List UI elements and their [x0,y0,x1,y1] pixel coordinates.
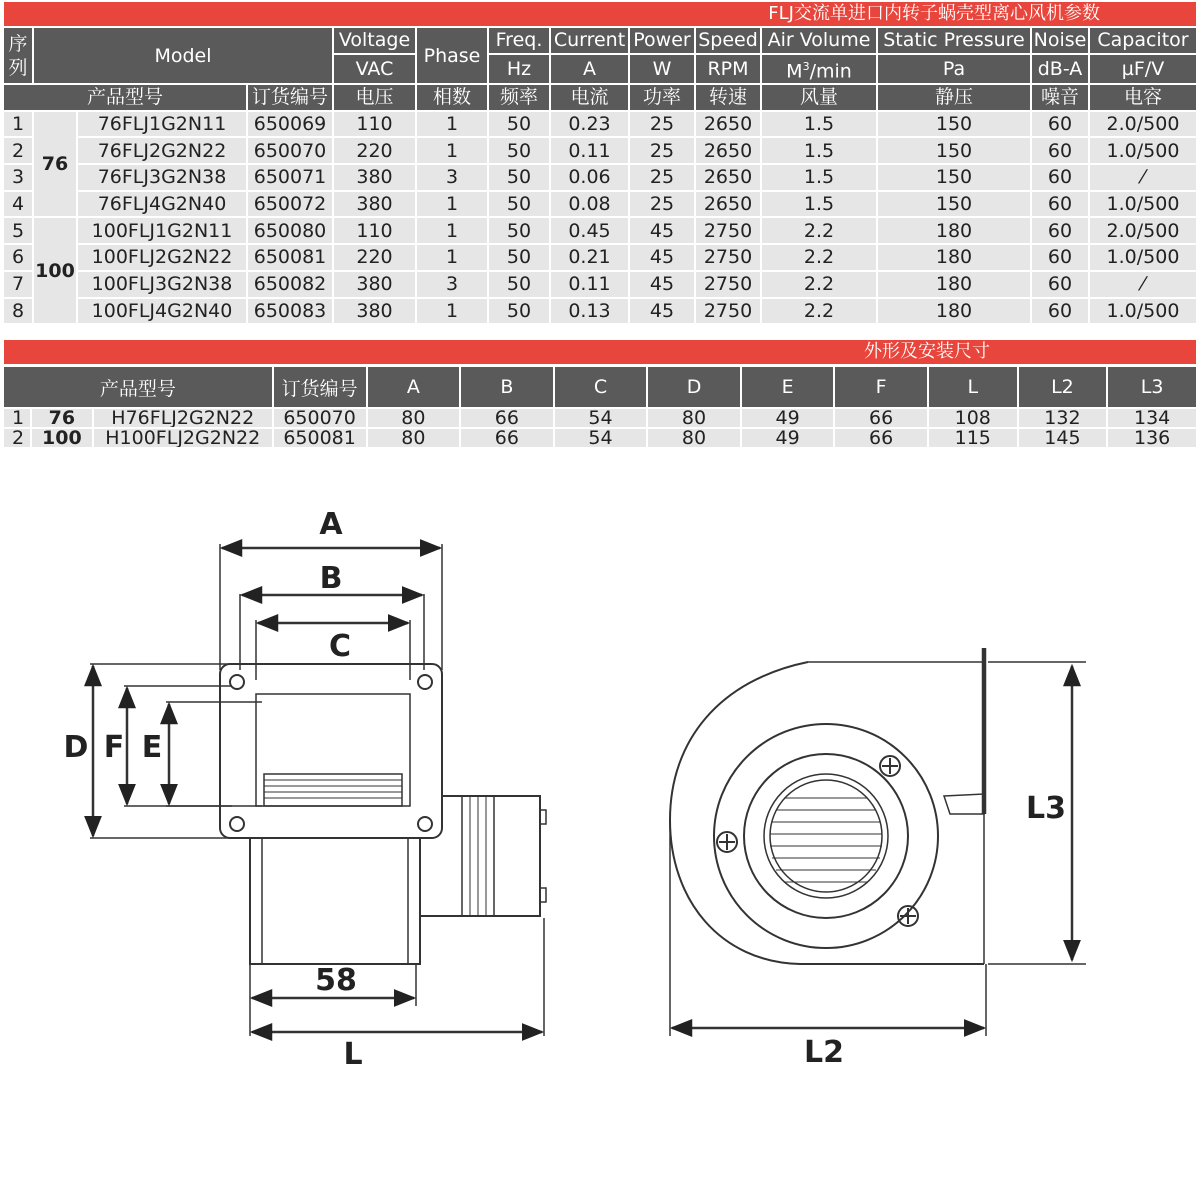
cell-noise: 60 [1032,299,1088,324]
cell-seq: 6 [4,245,32,270]
cell-f: 66 [835,409,927,427]
cell-size-group: 76 [34,112,76,217]
cell-seq: 2 [4,138,32,163]
cell-cap: 1.0/500 [1090,192,1196,217]
dims-header-c: C [555,367,647,407]
cell-air: 1.5 [762,112,876,137]
header-noise: Noise [1033,29,1087,52]
cell-phase: 3 [417,272,487,297]
unit-cap: µF/V [1090,55,1196,83]
table-row [4,138,1196,163]
cell-order: 650070 [274,409,366,427]
cell-seq: 1 [4,409,30,427]
table-row [4,245,1196,270]
table-row [4,299,1196,324]
cell-seq: 3 [4,165,32,190]
spec-banner [4,2,1196,26]
flange-outline [220,664,442,838]
cell-seq: 4 [4,192,32,217]
cell-freq: 50 [489,218,549,243]
table-row [4,429,1196,447]
mount-hole-icon [230,675,244,689]
cell-power: 45 [630,218,694,243]
cell-voltage: 110 [334,112,415,137]
table-row [4,192,1196,217]
cell-phase: 1 [417,138,487,163]
cell-speed: 2750 [696,218,760,243]
cell-seq: 5 [4,218,32,243]
unit-air: $M^3/\min$ [762,55,876,83]
cell-phase: 1 [417,192,487,217]
cell-current: 0.11 [551,272,628,297]
cell-seq: 1 [4,112,32,137]
cell-cap: 2.0/500 [1090,112,1196,137]
cell-b: 66 [461,409,553,427]
header-cap: Capacitor [1090,28,1196,53]
dims-banner [4,340,1196,364]
cell-cap: 1.0/500 [1090,245,1196,270]
cell-phase: 1 [417,245,487,270]
cell-freq: 50 [489,192,549,217]
inlet-ring-outer [714,724,938,948]
cell-current: 0.23 [551,112,628,137]
cell-freq: 50 [489,272,549,297]
cell-freq: 50 [489,138,549,163]
cell-e: 49 [742,429,834,447]
cell-voltage: 380 [334,165,415,190]
cell-noise: 60 [1032,245,1088,270]
cell-d: 80 [648,409,740,427]
technical-drawing [0,470,1200,1170]
label-b: B [319,561,343,596]
dims-header-order-no: 订货编号 [274,367,366,407]
cn-current: 电流 [551,85,628,110]
label-58: 58 [315,963,357,998]
cell-noise: 60 [1032,112,1088,137]
cell-current: 0.21 [551,245,628,270]
dims-header-d: D [648,367,740,407]
cell-model: H100FLJ2G2N22 [94,429,272,447]
header-seq: 序列 [4,28,32,83]
dims-header-e: E [742,367,834,407]
table-row [4,112,1196,137]
cell-current: 0.13 [551,299,628,324]
cell-voltage: 380 [334,299,415,324]
cell-seq: 2 [4,429,30,447]
cell-l2: 132 [1019,409,1107,427]
header-order-no: 订货编号 [248,85,332,110]
cell-cap: ⁄ [1090,165,1196,190]
mount-hole-icon [230,817,244,831]
label-l2: L2 [804,1035,844,1070]
cell-l3: 134 [1108,409,1196,427]
unit-power: W [630,55,694,83]
cell-model: 100FLJ4G2N40 [78,299,246,324]
cell-noise: 60 [1032,165,1088,190]
cell-power: 25 [630,138,694,163]
cell-air: 2.2 [762,218,876,243]
table-row [4,409,1196,427]
cell-cap: 1.0/500 [1090,138,1196,163]
cell-model: 76FLJ1G2N11 [78,112,246,137]
cell-cap: ⁄ [1090,272,1196,297]
dims-header-f: F [835,367,927,407]
cell-freq: 50 [489,299,549,324]
cell-model: 76FLJ4G2N40 [78,192,246,217]
cell-a: 80 [368,409,460,427]
cell-pressure: 180 [878,245,1030,270]
cell-current: 0.11 [551,138,628,163]
table-row [4,218,1196,243]
cell-pressure: 180 [878,218,1030,243]
header-current: Current [551,28,628,53]
cell-freq: 50 [489,165,549,190]
unit-noise: dB-A [1032,55,1088,83]
mount-hole-icon [418,675,432,689]
cn-pressure: 静压 [878,85,1030,110]
cell-l: 115 [929,429,1017,447]
cell-model: 100FLJ3G2N38 [78,272,246,297]
label-a: A [319,507,343,542]
cell-power: 25 [630,112,694,137]
cell-voltage: 380 [334,192,415,217]
label-l3: L3 [1026,791,1066,826]
cell-air: 2.2 [762,299,876,324]
cn-cap: 电容 [1090,85,1196,110]
cell-speed: 2650 [696,165,760,190]
cell-l3: 136 [1108,429,1196,447]
table-row [4,165,1196,190]
header-freq: Freq. [489,28,549,53]
header-air: Air Volume [762,28,876,53]
cell-order: 650081 [248,245,332,270]
cell-pressure: 150 [878,138,1030,163]
screw-icon [717,832,737,852]
spec-table [2,26,1198,325]
cell-freq: 50 [489,245,549,270]
cell-pressure: 180 [878,299,1030,324]
cell-model: H76FLJ2G2N22 [94,409,272,427]
cell-speed: 2650 [696,138,760,163]
cell-pressure: 150 [878,192,1030,217]
cn-speed: 转速 [696,85,760,110]
header-power: Power [630,28,694,53]
cn-phase: 相数 [417,85,487,110]
cell-model: 100FLJ2G2N22 [78,245,246,270]
cell-order: 650082 [248,272,332,297]
cell-speed: 2750 [696,245,760,270]
header-model: Model [34,28,332,83]
dims-header-a: A [368,367,460,407]
cell-order: 650083 [248,299,332,324]
spec-table-body [4,112,1196,324]
dims-header-l: L [929,367,1017,407]
cell-order: 650080 [248,218,332,243]
cell-seq: 8 [4,299,32,324]
cell-order: 650072 [248,192,332,217]
unit-pressure: Pa [878,55,1030,83]
cn-air: 风量 [762,85,876,110]
cell-order: 650070 [248,138,332,163]
cell-l: 108 [929,409,1017,427]
cell-air: 2.2 [762,272,876,297]
cell-order: 650081 [274,429,366,447]
unit-voltage: VAC [334,55,415,83]
label-f: F [103,730,125,765]
cell-power: 45 [630,299,694,324]
cell-phase: 3 [417,165,487,190]
dims-table-body [4,409,1196,447]
cell-model: 100FLJ1G2N11 [78,218,246,243]
cell-speed: 2750 [696,272,760,297]
cell-speed: 2650 [696,192,760,217]
cell-noise: 60 [1032,138,1088,163]
unit-freq: Hz [489,55,549,83]
cell-current: 0.06 [551,165,628,190]
cell-noise: 60 [1032,192,1088,217]
cell-phase: 1 [417,112,487,137]
cell-air: 2.2 [762,245,876,270]
cn-freq: 频率 [489,85,549,110]
cell-air: 1.5 [762,165,876,190]
cell-pressure: 180 [878,272,1030,297]
cell-power: 25 [630,192,694,217]
spec-banner-title: FLJ交流单进口内转子蜗壳型离心风机参数 [768,3,1100,24]
cell-d: 80 [648,429,740,447]
cell-voltage: 380 [334,272,415,297]
cell-order: 650069 [248,112,332,137]
cell-voltage: 110 [334,218,415,243]
cell-pressure: 150 [878,112,1030,137]
cn-power: 功率 [630,85,694,110]
header-voltage: Voltage [334,28,415,53]
cell-freq: 50 [489,112,549,137]
cell-size: 76 [32,409,92,427]
dims-table [2,365,1198,449]
cn-voltage: 电压 [334,85,415,110]
cell-l2: 145 [1019,429,1107,447]
cell-air: 1.5 [762,138,876,163]
cell-phase: 1 [417,299,487,324]
cell-power: 45 [630,245,694,270]
cell-power: 45 [630,272,694,297]
unit-current: A [551,55,628,83]
cell-e: 49 [742,409,834,427]
table-row [4,272,1196,297]
cn-noise: 噪音 [1032,85,1088,110]
cell-a: 80 [368,429,460,447]
cell-c: 54 [555,429,647,447]
cell-speed: 2650 [696,112,760,137]
cell-voltage: 220 [334,138,415,163]
cell-f: 66 [835,429,927,447]
header-pressure: Static Pressure [878,28,1030,53]
mount-hole-icon [418,817,432,831]
cell-pressure: 150 [878,165,1030,190]
dims-header-product-model: 产品型号 [4,367,272,407]
cell-current: 0.08 [551,192,628,217]
cell-voltage: 220 [334,245,415,270]
label-l: L [343,1037,363,1072]
dims-header-b: B [461,367,553,407]
dims-banner-title: 外形及安装尺寸 [864,341,990,362]
cell-speed: 2750 [696,299,760,324]
cell-air: 1.5 [762,192,876,217]
cell-cap: 2.0/500 [1090,218,1196,243]
cell-power: 25 [630,165,694,190]
cell-current: 0.45 [551,218,628,243]
unit-speed: RPM [696,55,760,83]
label-c: C [328,629,352,664]
dims-header-l3: L3 [1108,367,1196,407]
cell-noise: 60 [1032,218,1088,243]
cell-model: 76FLJ3G2N38 [78,165,246,190]
cell-c: 54 [555,409,647,427]
screw-icon [898,906,918,926]
cell-order: 650071 [248,165,332,190]
cell-model: 76FLJ2G2N22 [78,138,246,163]
cell-size: 100 [32,429,92,447]
side-view [670,648,1086,1036]
header-product-model: 产品型号 [4,85,246,110]
header-phase: Phase [417,28,487,83]
cell-b: 66 [461,429,553,447]
cell-phase: 1 [417,218,487,243]
dims-header-l2: L2 [1019,367,1107,407]
cell-size-group: 100 [34,218,76,323]
label-d: D [63,730,89,765]
header-speed: Speed [696,28,760,53]
screw-icon [880,756,900,776]
cell-cap: 1.0/500 [1090,299,1196,324]
label-e: E [141,730,163,765]
cell-noise: 60 [1032,272,1088,297]
cell-seq: 7 [4,272,32,297]
